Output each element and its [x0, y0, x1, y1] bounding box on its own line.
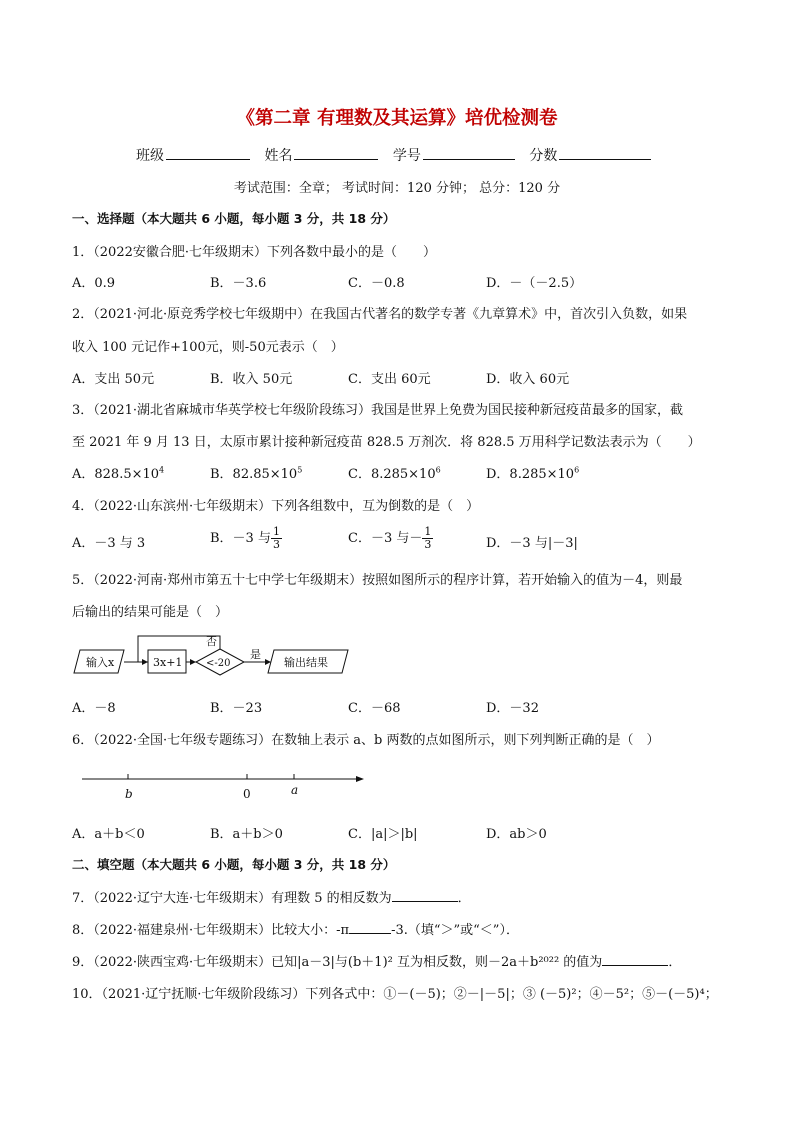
question-5-line-2: 后输出的结果可能是（ ）	[72, 605, 229, 620]
option-c[interactable]	[348, 526, 433, 551]
question-7	[72, 887, 471, 906]
option-b-exponent: 5	[297, 465, 303, 475]
flow-input-label: 输入x	[86, 656, 115, 669]
option-a[interactable]: A．支出 50元	[72, 372, 155, 387]
question-3-options	[72, 463, 722, 482]
name-blank[interactable]	[294, 145, 378, 160]
option-c[interactable]: C．|a|＞|b|	[348, 827, 418, 842]
question-2-line-1: 2．（2021·河北·原竞秀学校七年级期中）在我国古代著名的数学专著《九章算术》中，首次引入负数，如果	[72, 307, 688, 322]
question-4-options	[72, 526, 722, 552]
option-a-text: A．828.5×10	[72, 467, 160, 482]
number-line	[80, 768, 370, 802]
score-label: 分数	[529, 148, 558, 164]
question-3-line-1: 3．（2021·湖北省麻城市华英学校七年级阶段练习）我国是世界上免费为国民接种新冠疫苗最多的国家，截	[72, 403, 683, 418]
fraction-denominator: 3	[424, 538, 432, 551]
class-label: 班级	[136, 148, 164, 164]
option-b[interactable]: B．－23	[210, 701, 263, 716]
fraction-numerator: 1	[424, 525, 432, 538]
label-zero: 0	[243, 787, 251, 801]
option-c[interactable]: C．－0.8	[348, 276, 405, 291]
option-d[interactable]: D．－（－2.5）	[486, 276, 583, 291]
option-b-text: B．－3 与	[210, 531, 271, 546]
question-7-text: 7．（2022·辽宁大连·七年级期末）有理数 5 的相反数为	[72, 891, 392, 906]
question-6: 6．（2022·全国·七年级专题练习）在数轴上表示 a、b 两数的点如图所示，则下列判断正确的是（ ）	[72, 733, 660, 748]
option-b[interactable]	[210, 526, 282, 551]
question-6-options	[72, 823, 722, 842]
option-c[interactable]	[348, 463, 441, 482]
fraction	[422, 526, 433, 551]
student-info-row	[136, 145, 661, 165]
option-d[interactable]: D．收入 60元	[486, 372, 570, 387]
option-c-text: C．8.285×10	[348, 467, 436, 482]
question-9	[72, 951, 681, 970]
question-2-options	[72, 368, 722, 387]
option-c[interactable]: C．支出 60元	[348, 372, 431, 387]
option-d[interactable]: D．－32	[486, 701, 539, 716]
option-c[interactable]: C．－68	[348, 701, 401, 716]
id-blank[interactable]	[423, 145, 515, 160]
fraction	[271, 526, 282, 551]
question-9-text: 9．（2022·陕西宝鸡·七年级期末）已知|a－3|与(b＋1)² 互为相反数，则－2a＋b²⁰²² 的值为	[72, 955, 603, 970]
option-c-exponent: 6	[435, 465, 441, 475]
question-8-text: 8．（2022·福建泉州·七年级期末）比较大小：-π	[72, 923, 350, 938]
question-3-line-2: 至 2021 年 9 月 13 日，太原市累计接种新冠疫苗 828.5 万剂次．将 828.5 万用科学记数法表示为（ ）	[72, 435, 701, 450]
option-d[interactable]	[486, 463, 579, 482]
option-a[interactable]: A．－3 与 3	[72, 536, 146, 551]
section-1-heading: 一、选择题（本大题共 6 小题，每小题 3 分，共 18 分）	[72, 211, 396, 226]
flow-output-label: 输出结果	[284, 656, 328, 669]
question-10: 10．（2021·辽宁抚顺·七年级阶段练习）下列各式中：①－(－5)；②－|－5|；③ (－5)²；④－5²；⑤－(－5)⁴；	[72, 987, 718, 1002]
option-a[interactable]: A．a＋b＜0	[72, 827, 145, 842]
option-b[interactable]: B．a＋b＞0	[210, 827, 283, 842]
question-1-options	[72, 272, 722, 291]
answer-blank[interactable]	[602, 953, 668, 966]
option-a[interactable]: A．0.9	[72, 276, 116, 291]
question-1: 1．（2022安徽合肥·七年级期末）下列各数中最小的是（ ）	[72, 245, 436, 260]
flow-yes-label: 是	[250, 648, 261, 661]
flow-no-label: 否	[206, 635, 217, 648]
option-d-text: D．8.285×10	[486, 467, 575, 482]
question-9-tail: ．	[668, 955, 682, 970]
option-b[interactable]	[210, 463, 302, 482]
flow-process-label: 3x+1	[153, 656, 183, 669]
section-2-heading: 二、填空题（本大题共 6 小题，每小题 3 分，共 18 分）	[72, 857, 396, 872]
option-b[interactable]: B．－3.6	[210, 276, 267, 291]
label-a: a	[291, 783, 299, 797]
exam-info: 考试范围：全章； 考试时间：120 分钟； 总分：120 分	[233, 181, 561, 196]
question-7-tail: ．	[457, 891, 471, 906]
option-c-text: C．－3 与－	[348, 531, 423, 546]
option-d[interactable]: D．－3 与|－3|	[486, 536, 578, 551]
score-blank[interactable]	[559, 145, 651, 160]
question-5-line-1: 5．（2022·河南·郑州市第五十七中学七年级期末）按照如图所示的程序计算，若开始输入的值为－4，则最	[72, 573, 683, 588]
answer-blank[interactable]	[392, 889, 458, 902]
fraction-denominator: 3	[272, 538, 280, 551]
flowchart	[72, 628, 372, 680]
id-label: 学号	[392, 148, 421, 164]
option-b[interactable]: B．收入 50元	[210, 372, 293, 387]
option-b-text: B．82.85×10	[210, 467, 298, 482]
label-b: b	[125, 787, 133, 801]
option-d-exponent: 6	[574, 465, 580, 475]
class-blank[interactable]	[166, 145, 250, 160]
name-label: 姓名	[264, 148, 293, 164]
fraction-numerator: 1	[272, 525, 280, 538]
answer-blank[interactable]	[349, 921, 391, 934]
question-4: 4．（2022·山东滨州·七年级期末）下列各组数中，互为倒数的是（ ）	[72, 499, 480, 514]
question-2-line-2: 收入 100 元记作+100元，则-50元表示（ ）	[72, 340, 344, 355]
option-a[interactable]	[72, 463, 164, 482]
page-title: 《第二章 有理数及其运算》培优检测卷	[236, 108, 558, 129]
option-d[interactable]: D．ab＞0	[486, 827, 547, 842]
flow-condition-label: <-20	[206, 658, 231, 669]
option-a-exponent: 4	[159, 465, 165, 475]
question-5-options	[72, 697, 722, 716]
question-8-tail: -3.（填“＞”或“＜”）．	[391, 923, 519, 938]
option-a[interactable]: A．－8	[72, 701, 116, 716]
question-8	[72, 919, 519, 938]
